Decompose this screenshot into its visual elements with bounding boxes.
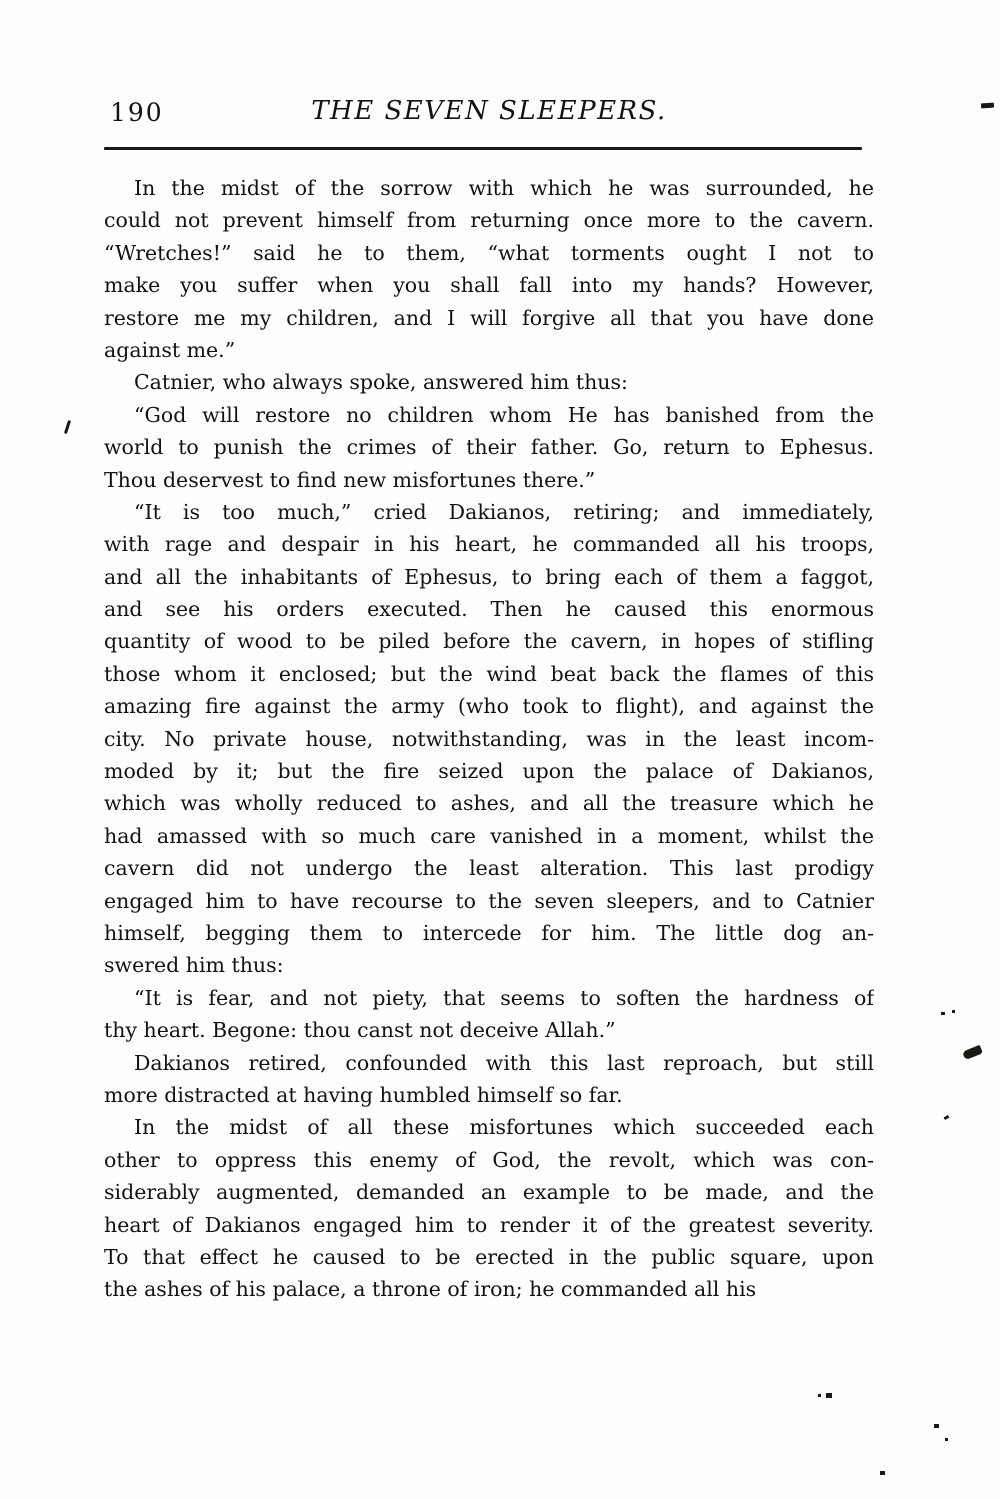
page-title: THE SEVEN SLEEPERS. xyxy=(311,96,667,126)
text-line: had amassed with so much care vanished in a moment, whilst the xyxy=(104,823,874,848)
text-line: make you suffer when you shall fall into my hands? However, xyxy=(104,273,874,298)
text-line: world to punish the crimes of their father. Go, return to Ephesus. xyxy=(104,435,874,460)
scan-speck xyxy=(941,1012,945,1015)
text-line: with rage and despair in his heart, he commanded all his troops, xyxy=(104,532,874,557)
scan-speck xyxy=(981,103,994,109)
text-line: thy heart. Begone: thou canst not deceive Allah.” xyxy=(104,1018,616,1043)
scan-speck xyxy=(945,1438,948,1441)
text-line: “God will restore no children whom He has banished from the xyxy=(134,402,874,427)
page-header xyxy=(104,96,874,136)
text-line: heart of Dakianos engaged him to render it of the greatest severity. xyxy=(104,1212,874,1237)
text-line: and see his orders executed. Then he caused this enormous xyxy=(104,597,874,622)
paragraph xyxy=(104,982,874,1047)
paragraph xyxy=(104,366,874,398)
text-line: those whom it enclosed; but the wind beat back the flames of this xyxy=(104,661,874,686)
text-line: himself, begging them to intercede for him. The little dog an- xyxy=(104,920,874,945)
paragraph xyxy=(104,496,874,982)
scan-speck xyxy=(818,1394,821,1397)
text-line: “It is too much,” cried Dakianos, retiring; and immediately, xyxy=(134,499,874,524)
scan-speck xyxy=(944,1115,950,1120)
scan-speck xyxy=(962,1045,983,1060)
text-line: siderably augmented, demanded an example to be made, and the xyxy=(104,1180,874,1205)
paragraph xyxy=(104,1111,874,1305)
text-line: Thou deservest to find new misfortunes there.” xyxy=(104,467,596,492)
text-line: more distracted at having humbled himself so far. xyxy=(104,1082,623,1107)
paragraph xyxy=(104,172,874,366)
scan-speck xyxy=(880,1471,885,1475)
text-line: “Wretches!” said he to them, “what torments ought I not to xyxy=(104,240,874,265)
text-line: “It is fear, and not piety, that seems to soften the hardness of xyxy=(134,985,874,1010)
page-number: 190 xyxy=(110,98,164,127)
text-body xyxy=(104,172,874,1306)
paragraph xyxy=(104,1047,874,1112)
text-line: engaged him to have recourse to the seven sleepers, and to Catnier xyxy=(104,888,874,913)
text-line: city. No private house, notwithstanding, was in the least incom- xyxy=(104,726,874,751)
scan-speck xyxy=(934,1424,939,1428)
text-line: In the midst of the sorrow with which he was surrounded, he xyxy=(134,176,874,200)
text-line: To that effect he caused to be erected in the public square, upon xyxy=(104,1244,874,1269)
scan-speck xyxy=(826,1393,832,1398)
text-line: moded by it; but the fire seized upon the palace of Dakianos, xyxy=(104,759,874,784)
scan-speck xyxy=(64,420,71,434)
text-line: the ashes of his palace, a throne of iron; he commanded all his xyxy=(104,1277,757,1302)
scan-speck xyxy=(952,1010,955,1013)
text-line: In the midst of all these misfortunes which succeeded each xyxy=(134,1115,874,1140)
text-line: other to oppress this enemy of God, the revolt, which was con- xyxy=(104,1147,874,1172)
text-line: could not prevent himself from returning once more to the cavern. xyxy=(104,208,874,233)
text-line: swered him thus: xyxy=(104,953,284,978)
text-line: Catnier, who always spoke, answered him thus: xyxy=(134,370,628,395)
text-line: cavern did not undergo the least alteration. This last prodigy xyxy=(104,856,874,881)
text-line: quantity of wood to be piled before the cavern, in hopes of stifling xyxy=(104,629,874,654)
text-line: which was wholly reduced to ashes, and all the treasure which he xyxy=(104,791,874,816)
paragraph xyxy=(104,399,874,496)
text-line: restore me my children, and I will forgive all that you have done xyxy=(104,305,874,330)
header-rule xyxy=(104,147,862,150)
text-line: against me.” xyxy=(104,337,236,362)
text-line: and all the inhabitants of Ephesus, to bring each of them a faggot, xyxy=(104,564,874,589)
text-line: amazing fire against the army (who took to flight), and against the xyxy=(104,694,874,719)
text-line: Dakianos retired, confounded with this last reproach, but still xyxy=(134,1050,874,1075)
